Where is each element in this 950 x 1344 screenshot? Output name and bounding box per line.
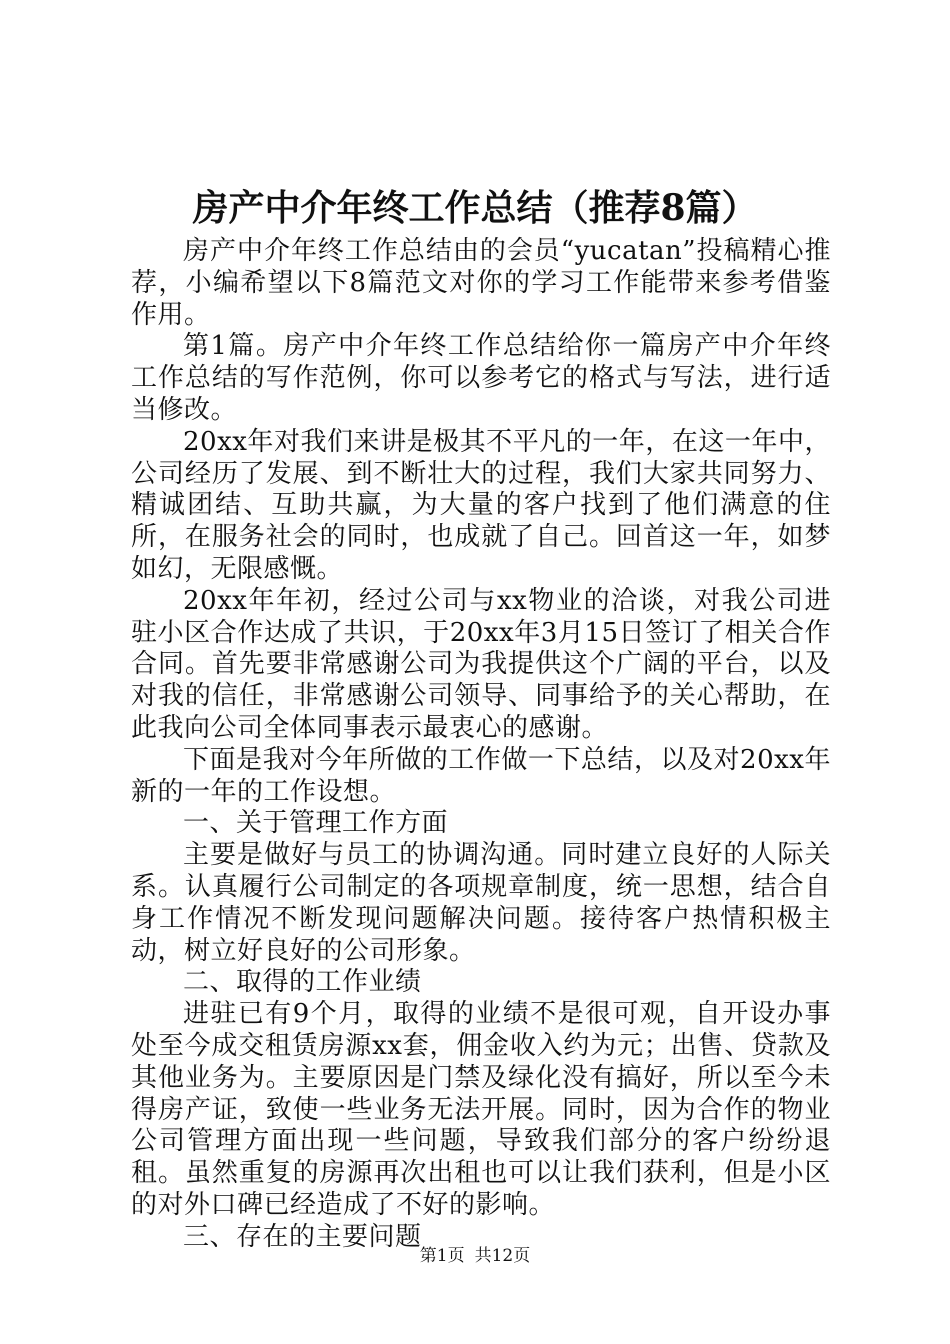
paragraph-year-review: 20xx年对我们来讲是极其不平凡的一年，在这一年中，公司经历了发展、到不断壮大的过程，我们大家共同努力、精诚团结、互助共赢，为大量的客户找到了他们满意的住所，在服务社会的同时，也成就了自己。回首这一年，如梦如幻，无限感慨。 bbox=[131, 426, 831, 584]
page-number: 第1页 bbox=[419, 1246, 465, 1266]
paragraph-article-1: 第1篇。房产中介年终工作总结给你一篇房产中介年终工作总结的写作范例，你可以参考它的格式与写法，进行适当修改。 bbox=[131, 331, 831, 425]
paragraph-summary-intro: 下面是我对今年所做的工作做一下总结，以及对20xx年新的一年的工作设想。 bbox=[131, 744, 831, 807]
paragraph-cooperation: 20xx年年初，经过公司与xx物业的洽谈，对我公司进驻小区合作达成了共识，于20xx年3月15日签订了相关合作合同。首先要非常感谢公司为我提供这个广阔的平台，以及对我的信任，非常感谢公司领导、同事给予的关心帮助，在此我向公司全体同事表示最衷心的感谢。 bbox=[131, 585, 831, 743]
page-total: 共12页 bbox=[474, 1246, 531, 1266]
paragraph-intro: 房产中介年终工作总结由的会员“yucatan”投稿精心推荐，小编希望以下8篇范文对你的学习工作能带来参考借鉴作用。 bbox=[131, 236, 831, 330]
paragraph-management: 主要是做好与员工的协调沟通。同时建立良好的人际关系。认真履行公司制定的各项规章制度，统一思想，结合自身工作情况不断发现问题解决问题。接待客户热情积极主动，树立好良好的公司形象。 bbox=[131, 840, 831, 966]
document-body bbox=[131, 236, 831, 1254]
document-title: 房产中介年终工作总结（推荐8篇） bbox=[192, 187, 758, 229]
section-heading-achievements: 二、取得的工作业绩 bbox=[183, 967, 422, 998]
section-heading-problems: 三、存在的主要问题 bbox=[183, 1221, 422, 1252]
section-heading-management: 一、关于管理工作方面 bbox=[183, 808, 449, 839]
paragraph-achievements: 进驻已有9个月，取得的业绩不是很可观，自开设办事处至今成交租赁房源xx套，佣金收入约为元；出售、贷款及其他业务为。主要原因是门禁及绿化没有搞好，所以至今未得房产证，致使一些业务无法开展。同时，因为合作的物业公司管理方面出现一些问题，导致我们部分的客户纷纷退租。虽然重复的房源再次出租也可以让我们获利，但是小区的对外口碑已经造成了不好的影响。 bbox=[131, 999, 831, 1220]
page-footer bbox=[0, 1245, 950, 1267]
